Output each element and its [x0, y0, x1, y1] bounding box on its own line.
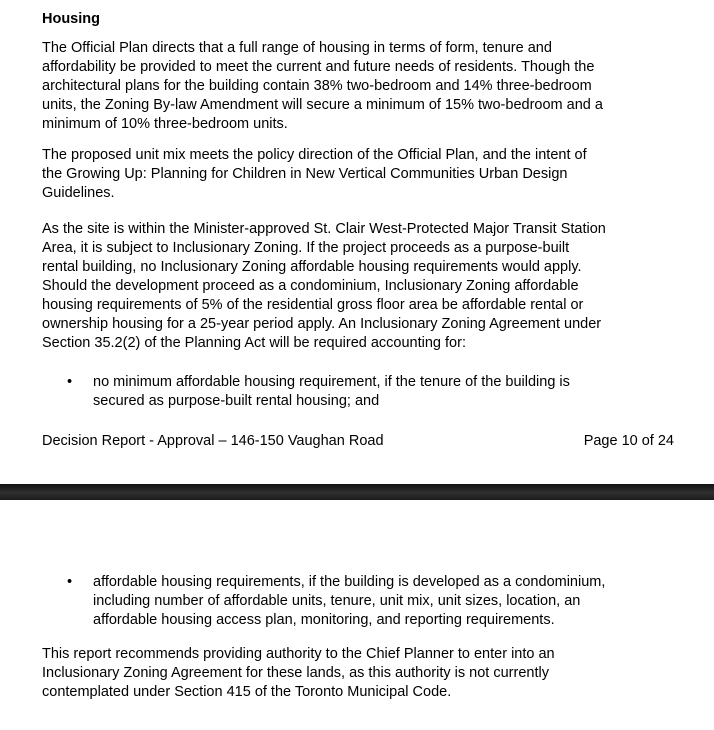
text-line: Inclusionary Zoning Agreement for these lands, as this authority is not currently: [42, 665, 549, 681]
page-separator-bar: [0, 484, 714, 500]
text-line: affordability be provided to meet the current and future needs of residents. Though the: [42, 59, 595, 75]
text-line: Section 35.2(2) of the Planning Act will be required accounting for:: [42, 335, 466, 351]
text-line: ownership housing for a 25-year period apply. An Inclusionary Zoning Agreement under: [42, 316, 602, 332]
bullet-icon: •: [67, 574, 73, 590]
text-line: This report recommends providing authority to the Chief Planner to enter into an: [42, 646, 555, 662]
text-line: minimum of 10% three-bedroom units.: [42, 116, 288, 132]
paragraph-inclusionary-zoning: [42, 220, 674, 353]
bullet-item-rental: [42, 373, 674, 411]
text-line: secured as purpose-built rental housing; and: [93, 393, 380, 409]
page-footer: [42, 432, 674, 451]
text-line: including number of affordable units, tenure, unit mix, unit sizes, location, an: [93, 593, 581, 609]
text-line: units, the Zoning By-law Amendment will secure a minimum of 15% two-bedroom and a: [42, 97, 603, 113]
footer-document-title: Decision Report - Approval – 146-150 Vaughan Road: [42, 433, 384, 449]
page-11-content: [0, 500, 714, 702]
footer-page-number: Page 10 of 24: [583, 433, 674, 449]
text-line: architectural plans for the building contain 38% two-bedroom and 14% three-bedroom: [42, 78, 592, 94]
bullet-text: [93, 373, 674, 411]
text-line: the Growing Up: Planning for Children in New Vertical Communities Urban Design: [42, 166, 568, 182]
text-line: The Official Plan directs that a full range of housing in terms of form, tenure and: [42, 40, 552, 56]
section-heading: Housing: [42, 11, 100, 27]
bullet-text: [93, 573, 674, 630]
paragraph-unit-mix: [42, 146, 674, 203]
text-line: affordable housing requirements, if the building is developed as a condominium,: [93, 574, 606, 590]
text-line: contemplated under Section 415 of the Toronto Municipal Code.: [42, 684, 452, 700]
text-line: Area, it is subject to Inclusionary Zoning. If the project proceeds as a purpose-built: [42, 240, 570, 256]
text-line: Guidelines.: [42, 185, 115, 201]
text-line: no minimum affordable housing requirement, if the tenure of the building is: [93, 374, 570, 390]
text-line: affordable housing access plan, monitoring, and reporting requirements.: [93, 612, 555, 628]
text-line: The proposed unit mix meets the policy direction of the Official Plan, and the intent of: [42, 147, 587, 163]
bullet-item-condominium: [42, 573, 674, 630]
paragraph-recommendation: [42, 645, 674, 702]
text-line: housing requirements of 5% of the residential gross floor area be affordable rental or: [42, 297, 584, 313]
bullet-icon: •: [67, 374, 73, 390]
text-line: As the site is within the Minister-approved St. Clair West-Protected Major Transit Station: [42, 221, 606, 237]
text-line: Should the development proceed as a condominium, Inclusionary Zoning affordable: [42, 278, 579, 294]
text-line: rental building, no Inclusionary Zoning affordable housing requirements would apply.: [42, 259, 582, 275]
paragraph-official-plan: [42, 39, 674, 134]
